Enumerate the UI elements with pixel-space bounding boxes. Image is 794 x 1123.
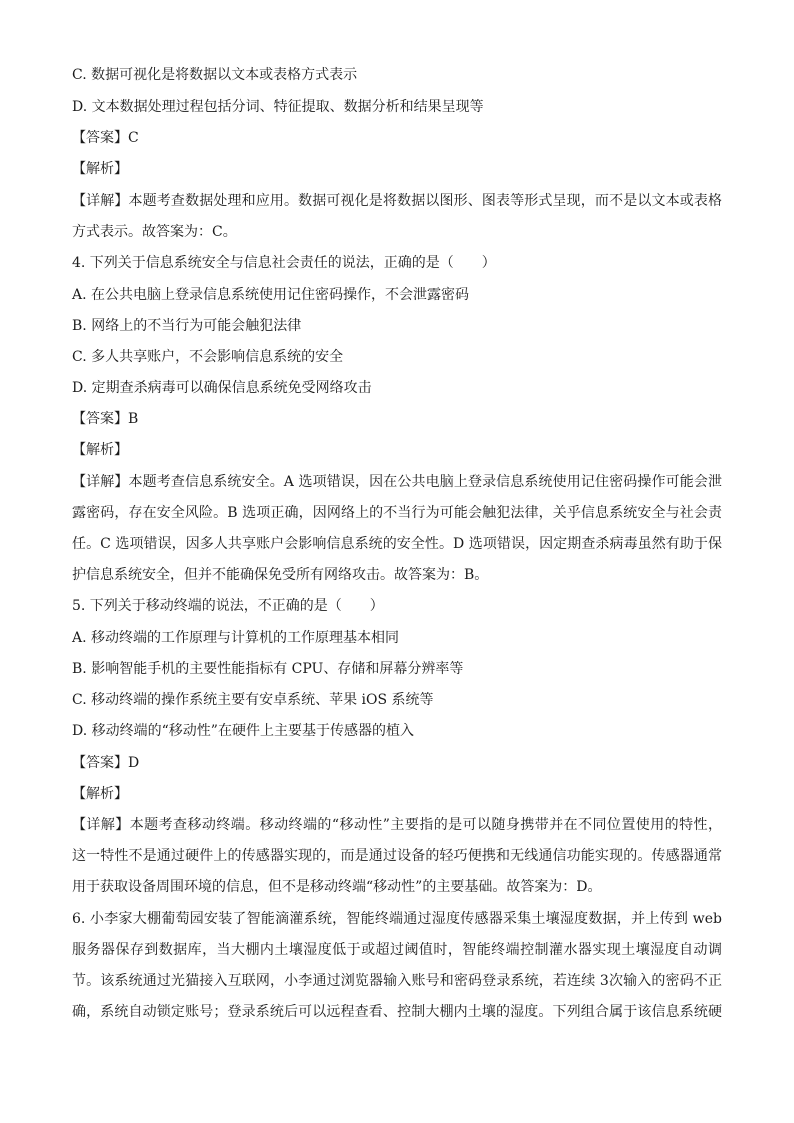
- q6-stem-line-2: 服务器保存到数据库，当大棚内土壤湿度低于或超过阈值时，智能终端控制灌水器实现土壤湿度自动调: [72, 942, 722, 958]
- q3-option-d: D. 文本数据处理过程包括分词、特征提取、数据分析和结果呈现等: [72, 99, 484, 115]
- q4-stem: 4. 下列关于信息系统安全与信息社会责任的说法，正确的是（ ）: [72, 255, 496, 271]
- q5-detail-line-3: 用于获取设备周围环境的信息，但不是移动终端“移动性”的主要基础。故答案为：D。: [72, 879, 602, 895]
- q5-answer: 【答案】D: [72, 755, 140, 771]
- q4-detail-line-2: 露密码，存在安全风险。B 选项正确，因网络上的不当行为可能会触犯法律，关乎信息系统安全与社会责: [72, 505, 722, 521]
- q3-detail-line-2: 方式表示。故答案为：C。: [72, 224, 237, 240]
- q5-detail-line-1: 【详解】本题考查移动终端。移动终端的“移动性”主要指的是可以随身携带并在不同位置使用的特性，: [72, 817, 722, 833]
- q6-stem-line-4: 确，系统自动锁定账号；登录系统后可以远程查看、控制大棚内土壤的湿度。下列组合属于该信息系统硬: [72, 1004, 722, 1020]
- q3-detail-line-1: 【详解】本题考查数据处理和应用。数据可视化是将数据以图形、图表等形式呈现，而不是以文本或表格: [72, 193, 722, 209]
- q5-analysis-label: 【解析】: [72, 786, 128, 802]
- q4-analysis-label: 【解析】: [72, 442, 128, 458]
- q4-answer: 【答案】B: [72, 411, 139, 427]
- q3-answer: 【答案】C: [72, 130, 139, 146]
- q4-option-d: D. 定期查杀病毒可以确保信息系统免受网络攻击: [72, 380, 372, 396]
- q4-detail-line-1: 【详解】本题考查信息系统安全。A 选项错误，因在公共电脑上登录信息系统使用记住密码操作可能会泄: [72, 474, 722, 490]
- q3-option-c: C. 数据可视化是将数据以文本或表格方式表示: [72, 67, 358, 83]
- q4-option-c: C. 多人共享账户，不会影响信息系统的安全: [72, 349, 344, 365]
- q5-option-b: B. 影响智能手机的主要性能指标有 CPU、存储和屏幕分辨率等: [72, 661, 464, 677]
- q3-analysis-label: 【解析】: [72, 161, 128, 177]
- q5-stem: 5. 下列关于移动终端的说法，不正确的是（ ）: [72, 598, 384, 614]
- q5-option-d: D. 移动终端的“移动性”在硬件上主要基于传感器的植入: [72, 723, 414, 739]
- q6-stem-line-3: 节。该系统通过光猫接入互联网，小李通过浏览器输入账号和密码登录系统，若连续 3次输入的密码不正: [72, 973, 722, 989]
- q5-detail-line-2: 这一特性不是通过硬件上的传感器实现的，而是通过设备的轻巧便携和无线通信功能实现的。传感器通常: [72, 848, 722, 864]
- q4-option-b: B. 网络上的不当行为可能会触犯法律: [72, 318, 302, 334]
- q4-detail-line-3: 任。C 选项错误，因多人共享账户会影响信息系统的安全性。D 选项错误，因定期查杀病毒虽然有助于保: [72, 536, 722, 552]
- q4-detail-line-4: 护信息系统安全，但并不能确保免受所有网络攻击。故答案为：B。: [72, 567, 489, 583]
- q5-option-a: A. 移动终端的工作原理与计算机的工作原理基本相同: [72, 630, 400, 646]
- q5-option-c: C. 移动终端的操作系统主要有安卓系统、苹果 iOS 系统等: [72, 692, 434, 708]
- q4-option-a: A. 在公共电脑上登录信息系统使用记住密码操作，不会泄露密码: [72, 287, 470, 303]
- q6-stem-line-1: 6. 小李家大棚葡萄园安装了智能滴灌系统，智能终端通过湿度传感器采集土壤湿度数据，并上传到 web: [72, 911, 722, 927]
